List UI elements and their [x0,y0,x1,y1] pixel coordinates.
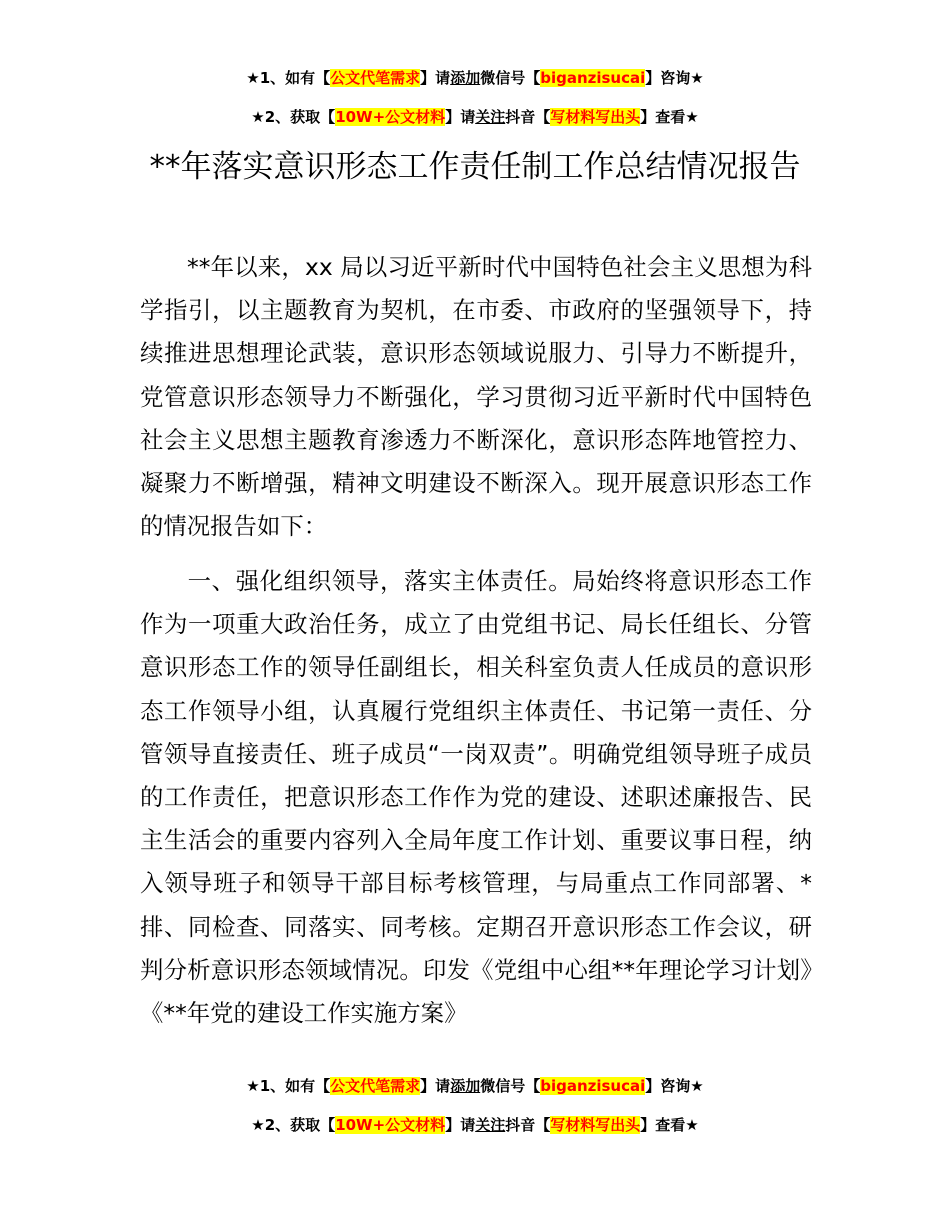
highlight-service: 公文代笔需求 [330,1077,421,1095]
promo-banner-footer-line-1: ★1、如有【公文代笔需求】请添加微信号【biganzisucai】咨询★ [246,1077,704,1095]
promo-banner-line-2: ★2、获取【10W+公文材料】请关注抖音【写材料写出头】查看★ [251,108,699,126]
highlight-service: 公文代笔需求 [330,69,421,87]
highlight-materials: 10W+公文材料 [335,108,446,126]
promo-banner-footer-line-2: ★2、获取【10W+公文材料】请关注抖音【写材料写出头】查看★ [251,1116,699,1134]
highlight-materials: 10W+公文材料 [335,1116,446,1134]
highlight-wechat-id: biganzisucai [540,69,646,87]
paragraph-intro: **年以来，xx 局以习近平新时代中国特色社会主义思想为科学指引，以主题教育为契机，在市委、市政府的坚强领导下，持续推进思想理论武装，意识形态领域说服力、引导力不断提升，党管意识形态领导力不断强化，学习贯彻习近平新时代中国特色社会主义思想主题教育渗透力不断深化，意识形态阵地管控力、凝聚力不断增强，精神文明建设不断深入。现开展意识形态工作的情况报告如下： [140,253,812,541]
document-title: **年落实意识形态工作责任制工作总结情况报告 [149,149,801,185]
highlight-douyin-id: 写材料写出头 [550,108,641,126]
highlight-wechat-id: biganzisucai [540,1077,646,1095]
paragraph-section-1: 一、强化组织领导，落实主体责任。局始终将意识形态工作作为一项重大政治任务，成立了由党组书记、局长任组长、分管意识形态工作的领导任副组长，相关科室负责人任成员的意识形态工作领导小组，认真履行党组织主体责任、书记第一责任、分管领导直接责任、班子成员“一岗双责”。明确党组领导班子成员的工作责任，把意识形态工作作为党的建设、述职述廉报告、民主生活会的重要内容列入全局年度工作计划、重要议事日程，纳入领导班子和领导干部目标考核管理，与局重点工作同部署、*排、同检查、同落实、同考核。定期召开意识形态工作会议，研判分析意识形态领域情况。印发《党组中心组**年理论学习计划》《**年党的建设工作实施方案》 [140,567,812,1028]
promo-banner-line-1: ★1、如有【公文代笔需求】请添加微信号【biganzisucai】咨询★ [246,69,704,87]
highlight-douyin-id: 写材料写出头 [550,1116,641,1134]
